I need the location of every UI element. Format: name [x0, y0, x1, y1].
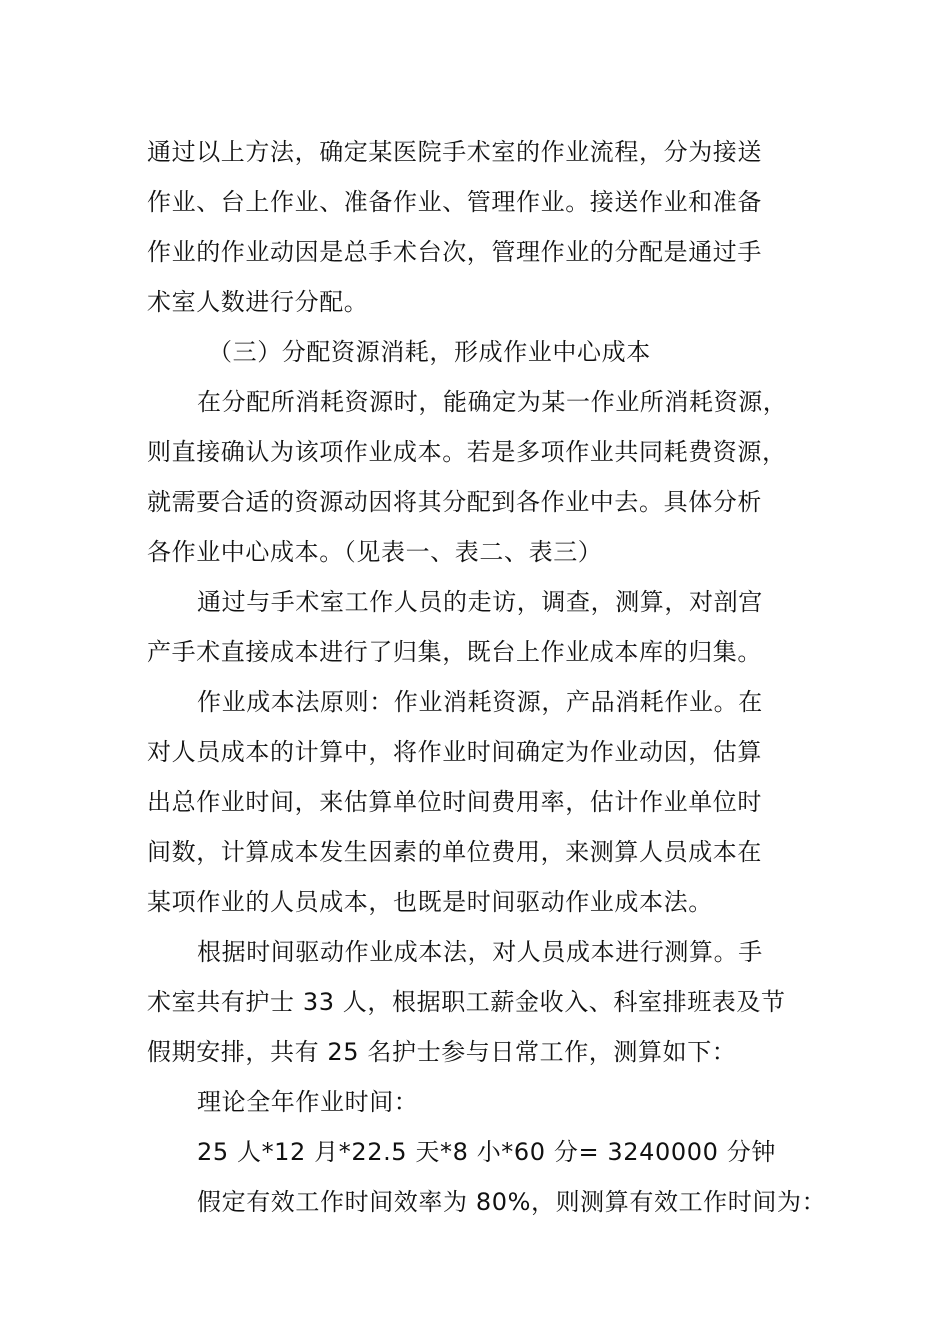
text-line: 作业、台上作业、准备作业、管理作业。接送作业和准备: [147, 188, 762, 216]
formula-line: 25 人*12 月*22.5 天*8 小*60 分= 3240000 分钟: [197, 1138, 776, 1166]
text-line: 根据时间驱动作业成本法，对人员成本进行测算。手: [197, 938, 763, 966]
text-line: 出总作业时间，来估算单位时间费用率，估计作业单位时: [147, 788, 762, 816]
text-line: 通过以上方法，确定某医院手术室的作业流程，分为接送: [147, 138, 762, 166]
text-line: 假定有效工作时间效率为 80%，则测算有效工作时间为：: [197, 1188, 827, 1216]
text-line: 术室人数进行分配。: [147, 288, 369, 316]
text-line: 术室共有护士 33 人，根据职工薪金收入、科室排班表及节: [147, 988, 786, 1016]
text-line: 假期安排，共有 25 名护士参与日常工作，测算如下：: [147, 1038, 737, 1066]
text-line: 就需要合适的资源动因将其分配到各作业中去。具体分析: [147, 488, 762, 516]
text-line: 作业的作业动因是总手术台次，管理作业的分配是通过手: [147, 238, 762, 266]
text-line: 在分配所消耗资源时，能确定为某一作业所消耗资源，: [197, 388, 788, 416]
text-line: 对人员成本的计算中，将作业时间确定为作业动因，估算: [147, 738, 762, 766]
text-line: 则直接确认为该项作业成本。若是多项作业共同耗费资源，: [147, 438, 787, 466]
text-line: 作业成本法原则：作业消耗资源，产品消耗作业。在: [197, 688, 763, 716]
text-line: 理论全年作业时间：: [197, 1088, 419, 1116]
text-line: 各作业中心成本。（见表一、表二、表三）: [147, 538, 603, 566]
text-line: 某项作业的人员成本，也既是时间驱动作业成本法。: [147, 888, 713, 916]
text-line: 产手术直接成本进行了归集，既台上作业成本库的归集。: [147, 638, 762, 666]
text-line: 间数，计算成本发生因素的单位费用，来测算人员成本在: [147, 838, 762, 866]
text-line: 通过与手术室工作人员的走访，调查，测算，对剖宫: [197, 588, 763, 616]
section-heading: （三）分配资源消耗，形成作业中心成本: [208, 338, 651, 366]
